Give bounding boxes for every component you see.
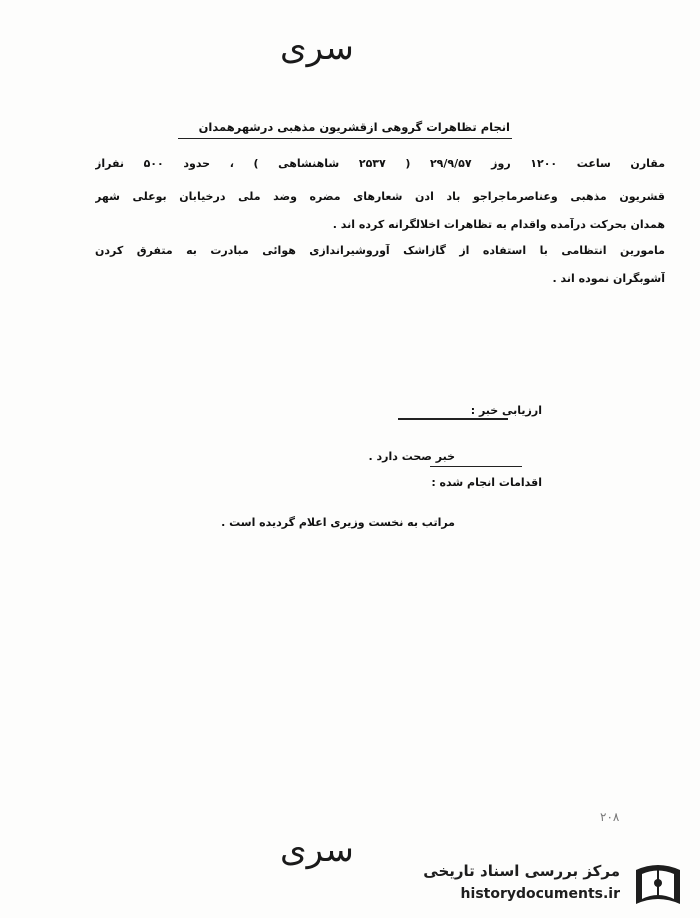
- document-subject: انجام تظاهرات گروهی ازقشریون مذهبی درشهرهمدان: [198, 120, 510, 134]
- body-line: قشریون مذهبی وعناصرماجراجو باد ادن شعارهای مضره وضد ملی درخیابان بوعلی شهر: [95, 190, 665, 203]
- watermark-title: مرکز بررسی اسناد تاریخی: [423, 862, 620, 880]
- subject-underline: [178, 138, 512, 139]
- body-line: مقارن ساعت ۱۲۰۰ روز ۲۹/۹/۵۷ ( ۲۵۳۷ شاهنشاهی ) ، حدود ۵۰۰ نفراز: [95, 157, 665, 170]
- watermark-url: historydocuments.ir: [460, 886, 620, 902]
- evaluation-value: خبر صحت دارد .: [368, 450, 455, 463]
- classification-top: سری: [280, 28, 354, 68]
- evaluation-label: ارزیابی خبر :: [470, 404, 542, 417]
- book-emblem-icon: [630, 860, 686, 912]
- actions-underline: [430, 466, 522, 467]
- archive-watermark: [400, 858, 690, 914]
- evaluation-underline: [398, 418, 508, 420]
- body-line: همدان بحرکت درآمده واقدام به تظاهرات اخلالگرانه کرده اند .: [332, 218, 665, 231]
- body-line: آشوبگران نموده اند .: [552, 272, 665, 285]
- body-line: مامورین انتظامی با استفاده از گازاشک آوروشیراندازی هوائی مبادرت به متفرق کردن: [95, 244, 665, 257]
- actions-label: اقدامات انجام شده :: [431, 476, 542, 489]
- classification-bottom: سری: [280, 830, 354, 870]
- handwritten-mark: ۲۰۸: [600, 810, 620, 824]
- actions-value: مراتب به نخست وزیری اعلام گردیده است .: [221, 516, 455, 529]
